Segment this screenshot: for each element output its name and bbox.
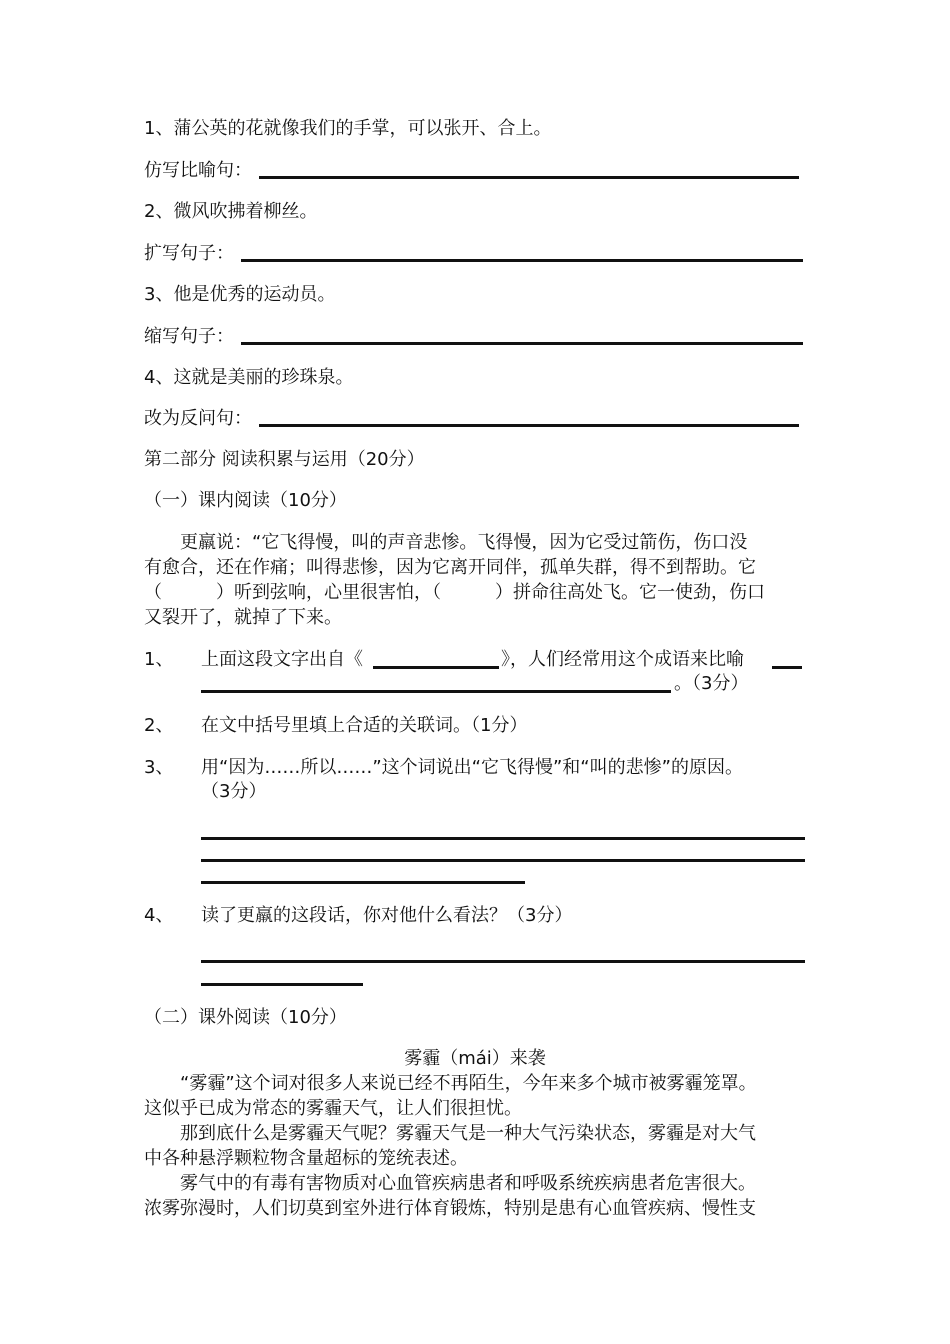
question-2-task-label: 扩写句子：	[144, 243, 234, 264]
reading-q4-text: 读了更羸的这段话，你对他什么看法？（3分）	[201, 905, 573, 926]
metaphor-blank[interactable]	[201, 690, 671, 693]
question-3-task-label: 缩写句子：	[144, 326, 234, 347]
answer-line-1[interactable]	[259, 176, 799, 179]
question-3-prompt: 3、他是优秀的运动员。	[144, 284, 336, 305]
answer-line-q3-1[interactable]	[201, 837, 805, 840]
reading-q1-number: 1、	[144, 649, 174, 670]
passage-line: 更羸说：“它飞得慢，叫的声音悲惨。飞得慢，因为它受过箭伤，伤口没	[144, 532, 748, 553]
question-4-task-label: 改为反问句：	[144, 408, 252, 429]
answer-line-q4-2[interactable]	[201, 983, 363, 986]
question-1-prompt: 1、蒲公英的花就像我们的手掌，可以张开、合上。	[144, 118, 552, 139]
reading-q3-number: 3、	[144, 757, 174, 778]
answer-line-4[interactable]	[259, 424, 799, 427]
article-line: 这似乎已成为常态的雾霾天气，让人们很担忧。	[144, 1098, 522, 1119]
article-line: 那到底什么是雾霾天气呢？雾霾天气是一种大气污染状态，雾霾是对大气	[144, 1123, 756, 1144]
question-1-task-label: 仿写比喻句：	[144, 160, 252, 181]
article-title: 雾霾（mái）来袭	[404, 1048, 546, 1069]
reading-q4-number: 4、	[144, 905, 174, 926]
passage-line: 又裂开了，就掉了下来。	[144, 607, 342, 628]
answer-line-2[interactable]	[241, 259, 803, 262]
question-4-prompt: 4、这就是美丽的珍珠泉。	[144, 367, 354, 388]
passage-line: 有愈合，还在作痛；叫得悲惨，因为它离开同伴，孤单失群，得不到帮助。它	[144, 557, 756, 578]
reading-q2-number: 2、	[144, 715, 174, 736]
article-body	[144, 1071, 804, 1221]
reading-passage	[144, 530, 804, 630]
answer-line-3[interactable]	[241, 342, 803, 345]
answer-line-q3-2[interactable]	[201, 859, 805, 862]
section2-heading: （二）课外阅读（10分）	[144, 1007, 347, 1028]
question-2-prompt: 2、微风吹拂着柳丝。	[144, 201, 318, 222]
article-line: 浓雾弥漫时，人们切莫到室外进行体育锻炼，特别是患有心血管疾病、慢性支	[144, 1198, 756, 1219]
book-title-blank[interactable]	[373, 666, 499, 669]
answer-line-q4-1[interactable]	[201, 960, 805, 963]
reading-q2-text: 在文中括号里填上合适的关联词。（1分）	[201, 715, 528, 736]
article-line: 雾气中的有毒有害物质对心血管疾病患者和呼吸系统疾病患者危害很大。	[144, 1173, 756, 1194]
reading-q1-score: 。（3分）	[674, 673, 749, 694]
section1-heading: （一）课内阅读（10分）	[144, 490, 347, 511]
reading-q3-score: （3分）	[201, 781, 267, 802]
part2-heading: 第二部分 阅读积累与运用（20分）	[144, 449, 425, 470]
article-line: 中各种悬浮颗粒物含量超标的笼统表述。	[144, 1148, 468, 1169]
reading-q3-text: 用“因为……所以……”这个词说出“它飞得慢”和“叫的悲惨”的原因。	[201, 757, 743, 778]
reading-q1-text-b: 》，人们经常用这个成语来比喻	[501, 649, 744, 670]
metaphor-blank-start[interactable]	[772, 666, 802, 669]
answer-line-q3-3[interactable]	[201, 881, 525, 884]
passage-line: （ ）听到弦响，心里很害怕，（ ）拼命往高处飞。它一使劲，伤口	[144, 582, 765, 603]
reading-q1-text-a: 上面这段文字出自《	[201, 649, 363, 670]
article-line: “雾霾”这个词对很多人来说已经不再陌生，今年来多个城市被雾霾笼罩。	[144, 1073, 757, 1094]
